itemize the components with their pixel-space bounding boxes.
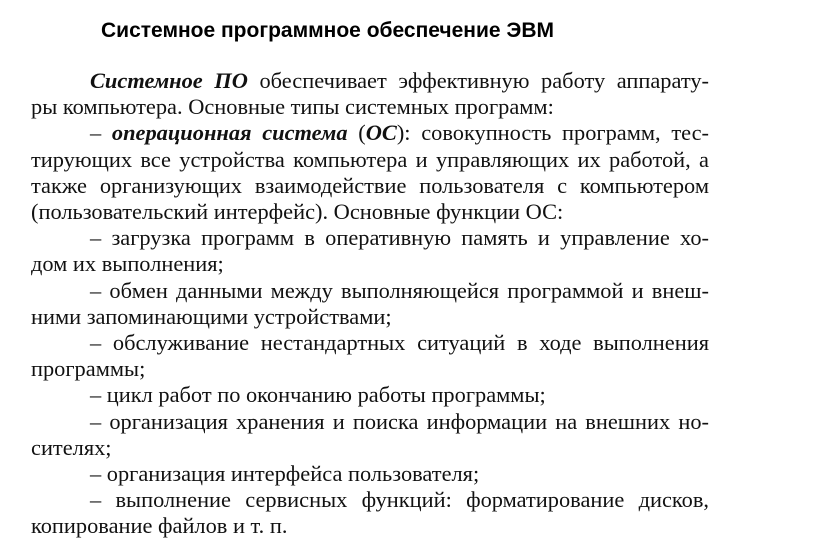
text-segment: – [90, 120, 112, 146]
text-line [31, 513, 287, 539]
emphasized-term: операционная система [111, 120, 348, 146]
text-segment: – обмен данными между выполняющейся программой и внеш- [90, 277, 709, 303]
text-segment: – загрузка программ в оперативную память и управление хо- [90, 225, 709, 251]
text-segment: ры компьютера. Основные типы системных программ: [31, 94, 554, 120]
text-line [31, 199, 563, 225]
text-line [31, 304, 392, 330]
text-segment: дом их выполнения; [31, 251, 224, 277]
text-segment: обеспечивает эффективную работу аппарату- [247, 68, 709, 93]
emphasized-term: ОС [365, 120, 397, 146]
emphasized-term: Системное ПО [90, 68, 248, 93]
text-line [90, 68, 709, 94]
text-line [90, 409, 709, 435]
text-segment: – организация хранения и поиска информации на внешних но- [90, 408, 709, 434]
text-line [31, 147, 709, 173]
text-segment: ( [347, 120, 366, 146]
text-line [31, 356, 145, 382]
text-line [90, 225, 709, 251]
text-line [31, 173, 709, 199]
text-segment: (пользовательский интерфейс). Основные функции ОС: [31, 199, 564, 224]
text-line [90, 120, 709, 146]
text-line [31, 251, 224, 277]
page-title: Системное программное обеспечение ЭВМ [101, 19, 554, 42]
text-segment: – цикл работ по окончанию работы программы; [90, 382, 546, 408]
text-segment: копирование файлов и т. п. [31, 513, 288, 539]
text-line [90, 382, 546, 408]
text-segment: сителях; [31, 434, 112, 460]
text-line [31, 94, 554, 120]
text-segment: тирующих все устройства компьютера и управляющих их работой, а [31, 146, 709, 172]
text-segment: также организующих взаимодействие пользователя с компьютером [31, 172, 709, 198]
text-segment: программы; [31, 356, 146, 382]
text-line [31, 435, 112, 461]
text-line [90, 278, 709, 304]
text-segment: – выполнение сервисных функций: форматирование дисков, [90, 487, 709, 513]
text-segment: – организация интерфейса пользователя; [90, 461, 480, 486]
text-line [90, 330, 709, 356]
text-segment: – обслуживание нестандартных ситуаций в ходе выполнения [90, 330, 709, 355]
text-segment: ними запоминающими устройствами; [31, 303, 392, 329]
text-line [90, 487, 709, 513]
text-segment: ): совокупность программ, тес- [396, 120, 709, 146]
text-line [90, 461, 479, 487]
